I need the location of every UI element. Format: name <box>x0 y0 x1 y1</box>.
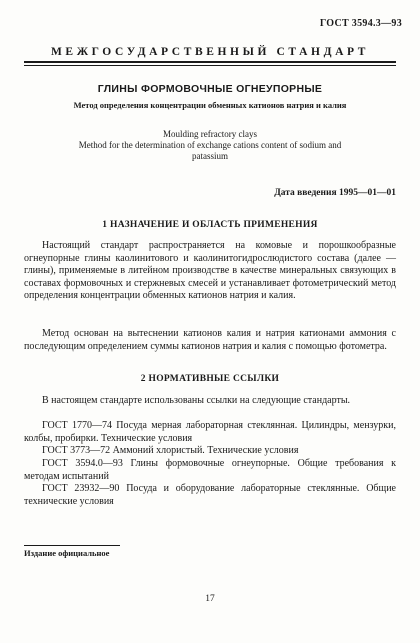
section1-paragraph-1: Настоящий стандарт распространяется на комовые и порошкообразные огнеупорные глины каолинитового и каолинитогидрослюдистого состава (далее — глины), применяемые в литейном производстве в качестве минеральных связующих в составах формовочных и стержневых смесей и устанавливает фотометрический метод определения концентрации обменных катионов натрия и калия. <box>24 240 396 301</box>
date-of-introduction: Дата введения 1995—01—01 <box>274 188 396 198</box>
gost-code: ГОСТ 3594.3—93 <box>319 18 402 29</box>
title-en: Moulding refractory clays <box>163 129 257 139</box>
section2-intro: В настоящем стандарте использованы ссылки на следующие стандарты. <box>42 395 351 406</box>
section2-title: 2 НОРМАТИВНЫЕ ССЫЛКИ <box>140 374 280 384</box>
method-en: Method for the determination of exchange cations content of sodium and patassium <box>78 140 342 161</box>
reference-item: ГОСТ 3594.0—93 Глины формовочные огнеупорные. Общие требования к методам испытаний <box>24 458 396 482</box>
reference-item: ГОСТ 1770—74 Посуда мерная лабораторная стеклянная. Цилиндры, мензурки, колбы, пробирки. Технические условия <box>24 420 396 444</box>
header-rule-thin <box>24 65 396 66</box>
header-rule-thick <box>24 61 396 63</box>
reference-item: ГОСТ 3773—72 Аммоний хлористый. Технические условия <box>42 445 299 456</box>
title-ru: ГЛИНЫ ФОРМОВОЧНЫЕ ОГНЕУПОРНЫЕ <box>97 83 323 95</box>
footer-rule <box>24 545 120 546</box>
method-ru: Метод определения концентрации обменных катионов натрия и калия <box>73 100 347 110</box>
section1-paragraph-2: Метод основан на вытеснении катионов калия и натрия катионами аммония с последующим определением суммы катионов натрия и калия с помощью фотометра. <box>24 328 396 352</box>
official-edition-note: Издание официальное <box>24 548 110 558</box>
title-en-block <box>60 129 360 162</box>
reference-item: ГОСТ 23932—90 Посуда и оборудование лабораторные стеклянные. Общие технические условия <box>24 483 396 507</box>
page-number: 17 <box>205 594 215 604</box>
section1-title: 1 НАЗНАЧЕНИЕ И ОБЛАСТЬ ПРИМЕНЕНИЯ <box>102 220 318 230</box>
standard-header: МЕЖГОСУДАРСТВЕННЫЙ СТАНДАРТ <box>50 46 370 58</box>
